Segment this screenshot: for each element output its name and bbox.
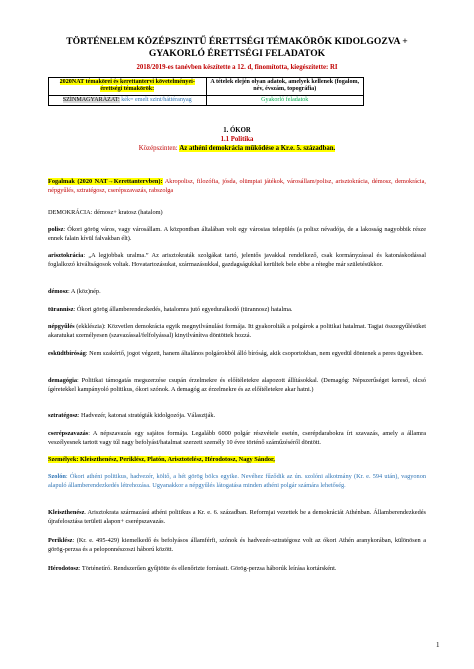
paragraph-demokracia: DEMOKRÁCIA: démosz+ kratosz (hatalom) [48, 209, 163, 216]
paragraph-fogalmak: Fogalmak (2020 NAT→Kerettantervben): Akropolisz, filozófia, jósda, olümpiai játékok, városállam/polisz, arisztokrácia, démosz, demokrácia, népgyűlés, sztratégosz, cserépszavazás, rabszolga [48, 178, 426, 194]
document-subtitle: 2018/2019-es tanévben készítette a 12. d, finomította, kiegészítette: RI [136, 64, 338, 71]
legend-cell-practice: Gyakorló feladatok [206, 95, 364, 105]
paragraph-herodotosz: Hérodotosz: Történetíró. Rendszerűen gyűjtötte és ellenőrizte forrásait. Görög-perzsa háborúk leírása kortársként. [48, 565, 337, 572]
legend-cell-color-key: SZÍNMAGYARÁZAT: kék= emelt szint/háttéranyag [49, 95, 207, 105]
paragraph-sztrategosz: sztratégosz: Hadvezér, katonai stratégiák kidolgozója. Választják. [48, 412, 216, 419]
page-number: 1 [436, 641, 440, 649]
paragraph-szolon: Szolón: Ókori athéni politikus, hadvezér, költő, a hét görög bölcs egyike. Nevéhez fűződik az ún. szolóni alkotmány (Kr. e. 594 után), vagyonon alapuló államberendezkedés létrehozása. Ugyanakkor a népgyűlés látogatása minden athéni polgár számára lehetőség. [48, 473, 426, 489]
legend-table [48, 77, 364, 106]
paragraph-nepgyules: népgyűlés (ekklészia): Közvetlen demokrácia egyik megnyilvánulási formája. Itt gyakorolták a polgárok a politikai hatalmat. Tagjai összegyűlésüket akaratukat személyesen (szavazással/felfolyással) kinyilvánítva döntöttek hozzá. [48, 323, 426, 339]
paragraph-arisztokracia: arisztokrácia: „A legjobbak uralma.” Az arisztokraták szolgákat tartó, jelentős javakkal rendelkező, csak kormányzással és katonáskodással foglalkozó kiváltságosok voltak. Hovatartozásukat, származásukkal, gazdagságukkal kerültek bele ebbe a rétegbe már születésükkor. [48, 252, 426, 268]
paragraph-szemelyek: Személyek: Kleiszthenész, Periklész, Platón, Arisztotelész, Hérodotosz, Nagy Sándor, [48, 456, 275, 463]
paragraph-cserepszavazas: cserépszavazás: A népszavazás egy sajátos formája. Legalább 6000 polgár részvétele esetén, cserépdarabokra írt szavazás, amely a államra veszélyesnek tartott vagy túl nagy befolyást/hatalmat szerzett személy 10 évre történő száműzéséről döntött. [48, 430, 426, 446]
legend-cell-data: A tételek elején olyan adatok, amelyek kellenek (fogalom, név, évszám, topográfia) [206, 78, 364, 96]
section-subheading: 1.1 Politika [220, 136, 254, 143]
document-title-line-1: TÖRTÉNELEM KÖZÉPSZINTŰ ÉRETTSÉGI TÉMAKÖRÖK KIDOLGOZVA + [66, 36, 408, 47]
paragraph-eskudtbirosag: esküdtbíróság: Nem szakértő, jogot végzett, hanem általános polgárokból álló bíróság, akik csoportokban, nem egyedül döntenek a peres ügyekben. [48, 350, 424, 357]
paragraph-perikles: Periklész: (Kr. e. 495-429) kiemelkedő és befolyásos államférfi, szónok és hadvezér-sztratégosz volt az ókori Athén aranykorában, különösen a görög-perzsa és a peloponnészoszi háború között. [48, 537, 426, 553]
paragraph-polisz: polisz: Ókori görög város, vagy városállam. A központban általában volt egy városias település (a polisz névadója, de a lakosság nagyobbik része ennek falain kívül falvakban élt). [48, 226, 426, 242]
section-heading: 1. ÓKOR [223, 127, 251, 134]
paragraph-demagogia: demagógia: Politikai támogatás megszerzése csupán érzelmekre és előítéletekre alapozott állításokkal. (Demagóg: Népszerűséget kereső, olcsó ígéretekkel kampányoló politikus, ókori szónok. A demagóg az érzelmekre és az előítéletekre akar hatni.) [48, 377, 426, 393]
section-topic: Középszinten: Az athéni demokrácia működése a Kr.e. 5. században. [138, 145, 336, 152]
document-title-line-2: GYAKORLÓ ÉRETTSÉGI FELADATOK [148, 48, 326, 59]
paragraph-turannisz: türannisz: Ókori görög államberendezkedés, hatalomra jutó egyeduralkodó (türannosz) hatalma. [48, 306, 293, 313]
paragraph-demosz: démosz: A (köz)nép. [48, 288, 101, 295]
paragraph-kleiszthenesz: Kleiszthenész. Arisztokrata származású athéni politikus a Kr. e. 6. században. Reformjai vezettek be a demokráciát Athénban. Államberendezkedés újrafelosztása területi alapon+ cserépszavazás. [48, 509, 426, 525]
legend-cell-requirements: 2020NAT témakörei és kerettantervi követelményei- érettségi témakörök: [49, 78, 207, 96]
